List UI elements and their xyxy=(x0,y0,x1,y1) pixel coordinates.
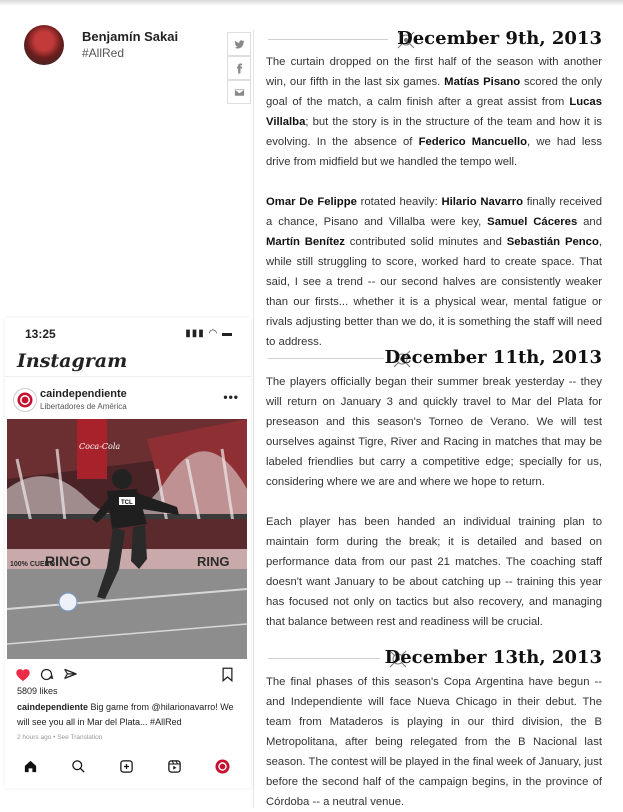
instagram-post-mock xyxy=(5,318,251,788)
entry-date: December 9th, 2013 xyxy=(397,28,602,49)
photo-coca-text: Coca-Cola xyxy=(79,442,121,451)
photo-tcl-text: TCL xyxy=(121,500,133,506)
entry-date: December 13th, 2013 xyxy=(384,647,602,668)
mail-icon xyxy=(234,87,245,98)
status-icons xyxy=(185,328,233,339)
more-options-icon[interactable]: ••• xyxy=(223,390,239,404)
entry-date: December 11th, 2013 xyxy=(384,347,602,368)
paragraph-text: The final phases of this season's Copa Argentina have begun -- and Independiente will face Nueva Chicago in their debut. The team from Mataderos is playing in our third division, the B Metropolitana, after being relegated from the B Nacional last season. The contest will be played in the final week of January, just before the second half of the campaign begins, in the province of Córdoba -- a neutral venue. xyxy=(266,676,602,808)
share-send-icon[interactable] xyxy=(63,667,78,682)
twitter-icon xyxy=(234,39,245,50)
comment-icon[interactable] xyxy=(39,667,54,682)
divider xyxy=(5,376,251,377)
person-name: Federico Mancuello xyxy=(418,136,528,148)
instagram-logo: Instagram xyxy=(17,350,128,372)
entry-header xyxy=(268,28,602,52)
post-caption xyxy=(17,700,245,730)
facebook-icon xyxy=(234,63,245,74)
entry-rule xyxy=(268,358,384,359)
likes-count[interactable]: 5809 likes xyxy=(17,686,58,696)
author-avatar[interactable] xyxy=(24,25,64,65)
entry-paragraph xyxy=(266,52,602,172)
person-name: Samuel Cáceres xyxy=(487,216,578,228)
share-mail-button[interactable] xyxy=(227,80,251,104)
profile-crest-icon[interactable] xyxy=(215,759,230,779)
bookmark-icon[interactable] xyxy=(221,667,234,682)
paragraph-text: scored the only goal of the match, a calm finish after a great assist from xyxy=(266,76,602,108)
battery-icon: ▬ xyxy=(222,328,233,339)
share-twitter-button[interactable] xyxy=(227,32,251,56)
player-photo xyxy=(7,419,247,659)
paragraph-text: and xyxy=(577,216,602,228)
paragraph-text: contributed solid minutes and xyxy=(344,236,507,248)
entry-paragraph xyxy=(266,372,602,492)
paragraph-text: , we had less drive from midfield but we handled the tempo well. xyxy=(266,136,602,168)
caption-username[interactable]: caindependiente xyxy=(17,702,89,712)
person-name: Omar De Felippe xyxy=(266,196,357,208)
person-name: Sebastián Penco xyxy=(506,236,599,248)
paragraph-text: , while still struggling to score, worked hard to create space. That said, I see a trend -- our second halves are consistently weaker than our firsts... whether it is a physical wear, mental fatigue or rivals adjusting better than we do, it is something the staff will need to address. xyxy=(266,236,602,348)
wifi-icon: ◠ xyxy=(208,328,219,339)
search-icon[interactable] xyxy=(71,759,86,779)
entry-rule xyxy=(268,658,380,659)
top-shadow xyxy=(0,0,623,6)
reels-icon[interactable] xyxy=(167,759,182,779)
photo-ring-text: RING xyxy=(197,554,230,569)
post-photo[interactable] xyxy=(7,419,247,659)
paragraph-text: ; but the story is in the structure of the team and how it is evolving. In the absence of xyxy=(266,116,602,148)
person-name: Hilario Navarro xyxy=(441,196,524,208)
bottom-nav xyxy=(5,754,251,784)
entry-rule xyxy=(268,39,388,40)
new-post-icon[interactable] xyxy=(119,759,134,779)
home-icon[interactable] xyxy=(23,759,38,779)
person-name: Lucas Villalba xyxy=(266,96,602,128)
photo-ringo-text: RINGO xyxy=(45,553,91,569)
like-heart-icon[interactable] xyxy=(15,667,31,682)
person-name: Martín Benítez xyxy=(266,236,345,248)
status-time: 13:25 xyxy=(25,327,56,341)
paragraph-text: The curtain dropped on the first half of the season with another win, our fifth in the last six games. xyxy=(266,56,602,88)
account-name[interactable]: caindependiente xyxy=(40,388,127,400)
author-name[interactable]: Benjamín Sakai xyxy=(82,29,179,44)
post-meta[interactable]: 2 hours ago • See Translation xyxy=(17,734,103,741)
entry-paragraph xyxy=(266,672,602,812)
account-subtitle: Libertadores de América xyxy=(40,402,127,411)
entry-paragraph xyxy=(266,192,602,352)
column-divider xyxy=(253,30,254,808)
person-name: Matías Pisano xyxy=(444,76,521,88)
entry-paragraph xyxy=(266,512,602,632)
paragraph-text: Each player has been handed an individual training plan to maintain form during the break; it is detailed and based on performance data from our past 21 matches. The coaching staff doesn't want January to be about catching up -- training this year has focused not only on tactics but also recovery, and managing that balance between rest and readiness will be crucial. xyxy=(266,516,602,628)
caption-text: Big game from @hilarionavarro! We will see you all in Mar del Plata... #AllRed xyxy=(17,702,234,727)
club-crest-icon[interactable] xyxy=(13,388,37,412)
author-hashtag[interactable]: #AllRed xyxy=(82,46,125,60)
signal-icon: ▮▮▮ xyxy=(185,328,205,339)
paragraph-text: rotated heavily: xyxy=(356,196,442,208)
paragraph-text: The players officially began their summer break yesterday -- they will return on January 3 and quickly travel to Mar del Plata for preseason and this season's Torneo de Verano. We will test ourselves against Tigre, River and Racing in matches that may be labeled friendlies but carry a competitive edge; specially for us, considering where we are and where we hope to return. xyxy=(266,376,602,488)
photo-cuero-text: 100% CUERO xyxy=(10,561,56,568)
paragraph-text: finally received a chance, Pisano and Villalba were key, xyxy=(266,196,603,228)
share-facebook-button[interactable] xyxy=(227,56,251,80)
entry-header xyxy=(268,347,602,371)
entry-header xyxy=(268,647,602,671)
